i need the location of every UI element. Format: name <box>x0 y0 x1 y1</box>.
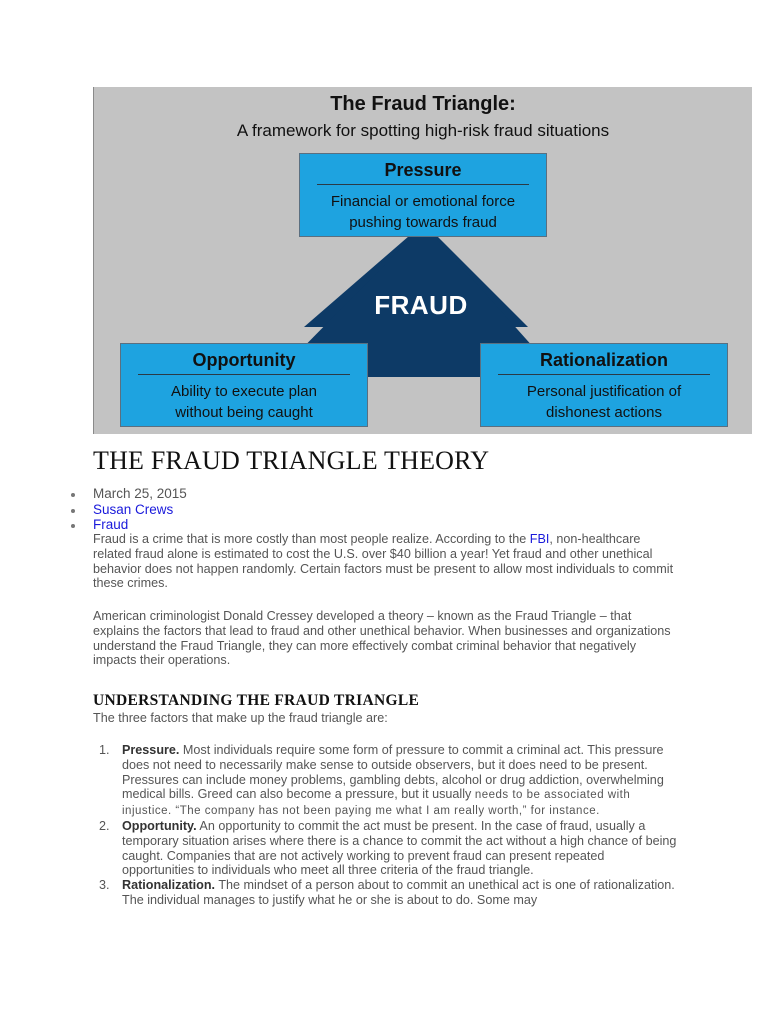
rationalization-box <box>480 343 728 427</box>
pressure-title: Pressure <box>384 160 462 180</box>
fbi-link[interactable]: FBI <box>529 532 550 546</box>
section-heading: UNDERSTANDING THE FRAUD TRIANGLE <box>93 692 420 709</box>
meta-author <box>93 502 187 518</box>
factor-item-rationalization <box>93 878 677 908</box>
intro-text-before-link: Fraud is a crime that is more costly than most people realize. According to the <box>93 532 530 546</box>
article-title: THE FRAUD TRIANGLE THEORY <box>93 446 490 475</box>
author-link[interactable]: Susan Crews <box>93 501 174 517</box>
factor-text: The mindset of a person about to commit an unethical act is one of rationalization. The individual manages to justify what he or she is about to do. Some may <box>122 878 675 907</box>
list-number: 2. <box>99 818 110 833</box>
article-meta-list <box>93 486 187 533</box>
infographic-subtitle: A framework for spotting high-risk fraud situations <box>236 121 610 140</box>
rationalization-description <box>481 381 727 423</box>
opportunity-desc-line-1: Ability to execute plan <box>171 383 317 400</box>
factor-list <box>93 743 677 908</box>
meta-category <box>93 517 187 533</box>
rationalization-title: Rationalization <box>539 350 668 370</box>
factor-text: An opportunity to commit the act must be present. In the case of fraud, usually a temporary situation arises where there is a chance to commit the act without a high chance of being caught. Companies that are not actively working to prevent fraud can present repeated opportunities to individuals who meet all three criteria of the fraud triangle. <box>122 818 677 878</box>
meta-date <box>93 486 187 502</box>
category-link[interactable]: Fraud <box>93 517 129 532</box>
factors-intro: The three factors that make up the fraud triangle are: <box>93 711 388 725</box>
pressure-desc-line-2: pushing towards fraud <box>349 214 497 231</box>
rationalization-desc-line-1: Personal justification of <box>526 383 682 400</box>
factor-name: Rationalization. <box>122 878 216 893</box>
post-date: March 25, 2015 <box>93 486 187 501</box>
intro-text-after-link: , non-healthcare related fraud alone is estimated to cost the U.S. over $40 billion a year! Yet fraud and other unethical behavior does not happen randomly. Certain factors must be present to allow most individuals to commit these crimes. <box>93 532 674 591</box>
opportunity-title: Opportunity <box>192 350 296 370</box>
opportunity-description <box>121 381 367 423</box>
pressure-description <box>300 191 546 233</box>
factor-text: Most individuals require some form of pressure to commit a criminal act. This pressure does not need to necessarily make sense to outside observers, but it does need to be present. Pressures can include money problems, gambling debts, alcohol or drug addiction, overwhelming medical bills. Greed can also become a pressure, but it usually <box>122 743 664 802</box>
rationalization-desc-line-2: dishonest actions <box>546 404 662 421</box>
pressure-divider <box>317 184 529 185</box>
infographic-title: The Fraud Triangle: <box>330 93 516 115</box>
opportunity-divider <box>138 374 350 375</box>
fraud-center-label: FRAUD <box>374 290 468 320</box>
factor-item-opportunity <box>93 819 677 878</box>
pressure-desc-line-1: Financial or emotional force <box>330 193 516 210</box>
factor-quote: needs to be associated with injustice. “The company has not been paying me what I am really worth,” for instance. <box>122 789 631 818</box>
list-number: 3. <box>99 878 110 893</box>
opportunity-box <box>120 343 368 427</box>
rationalization-divider <box>498 374 710 375</box>
opportunity-desc-line-2: without being caught <box>175 404 313 421</box>
factor-name: Opportunity. <box>122 818 197 833</box>
factor-name: Pressure. <box>122 743 180 757</box>
intro-paragraph <box>93 532 677 591</box>
list-number: 1. <box>99 743 110 757</box>
pressure-box <box>299 153 547 237</box>
factor-item-pressure <box>93 743 677 819</box>
cressey-paragraph: American criminologist Donald Cressey developed a theory – known as the Fraud Triangle – that explains the factors that lead to fraud and other unethical behavior. When businesses and organizations understand the Fraud Triangle, they can more effectively combat criminal behavior that negatively impacts their operations. <box>93 609 671 668</box>
fraud-triangle-infographic <box>93 87 752 434</box>
